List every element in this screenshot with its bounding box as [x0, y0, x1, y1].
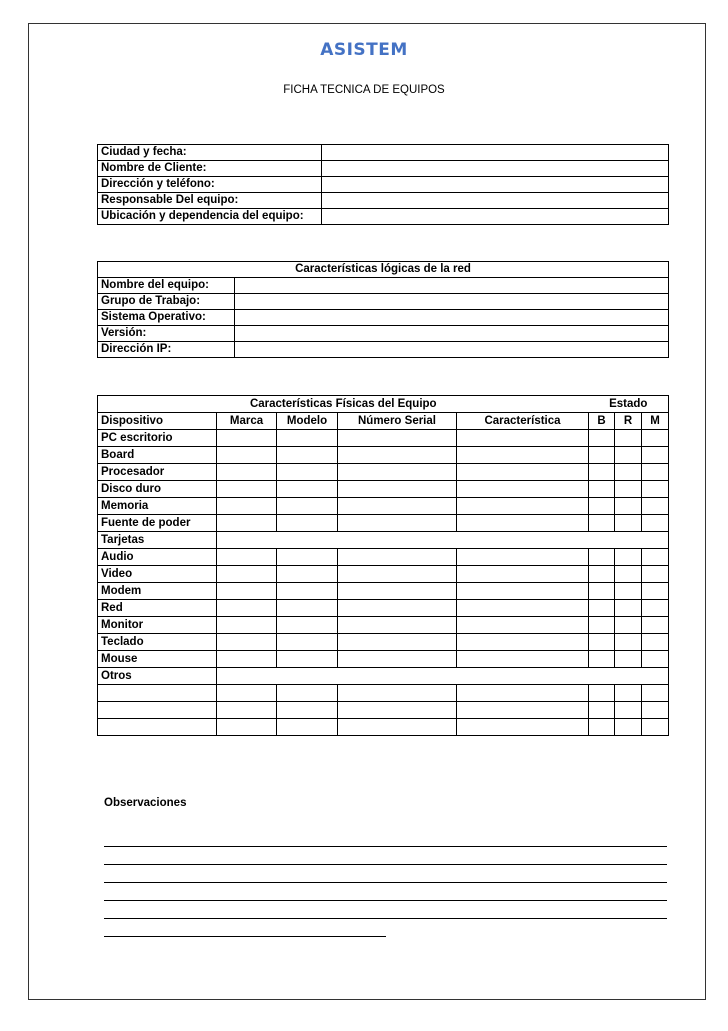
device-marca-cell[interactable] [217, 515, 277, 532]
device-marca-cell[interactable] [217, 464, 277, 481]
device-name: Red [98, 600, 217, 617]
device-estado-m-cell[interactable] [642, 515, 669, 532]
device-modelo-cell[interactable] [277, 447, 338, 464]
device-caracteristica-cell[interactable] [457, 498, 589, 515]
device-row [98, 549, 669, 566]
device-marca-cell[interactable] [217, 447, 277, 464]
device-estado-r-cell[interactable] [615, 719, 642, 736]
device-modelo-cell[interactable] [277, 464, 338, 481]
device-estado-m-cell[interactable] [642, 481, 669, 498]
device-estado-b-cell[interactable] [589, 481, 615, 498]
estado-heading: Estado [589, 396, 669, 413]
device-estado-r-cell[interactable] [615, 685, 642, 702]
observation-line[interactable] [104, 918, 667, 919]
client-field-label: Responsable Del equipo: [98, 193, 322, 209]
device-caracteristica-cell[interactable] [457, 481, 589, 498]
client-info-row [98, 177, 669, 193]
observation-line[interactable] [104, 900, 667, 901]
device-numero-serial-cell[interactable] [338, 515, 457, 532]
logical-row [98, 326, 669, 342]
observation-line[interactable] [104, 864, 667, 865]
logical-field-label: Dirección IP: [98, 342, 235, 358]
logical-row [98, 342, 669, 358]
device-estado-m-cell[interactable] [642, 617, 669, 634]
device-name [98, 685, 217, 702]
device-numero-serial-cell[interactable] [338, 634, 457, 651]
device-marca-cell[interactable] [217, 430, 277, 447]
device-name: Mouse [98, 651, 217, 668]
device-numero-serial-cell[interactable] [338, 719, 457, 736]
device-numero-serial-cell[interactable] [338, 447, 457, 464]
device-caracteristica-cell[interactable] [457, 583, 589, 600]
device-modelo-cell[interactable] [277, 651, 338, 668]
device-name: Memoria [98, 498, 217, 515]
device-name: Monitor [98, 617, 217, 634]
device-numero-serial-cell[interactable] [338, 600, 457, 617]
device-row [98, 634, 669, 651]
device-estado-r-cell[interactable] [615, 634, 642, 651]
client-info-row [98, 209, 669, 225]
device-numero-serial-cell[interactable] [338, 549, 457, 566]
device-numero-serial-cell[interactable] [338, 617, 457, 634]
device-modelo-cell[interactable] [277, 719, 338, 736]
device-estado-m-cell[interactable] [642, 566, 669, 583]
logical-row [98, 310, 669, 326]
device-modelo-cell[interactable] [277, 702, 338, 719]
device-caracteristica-cell[interactable] [457, 430, 589, 447]
client-field-value[interactable] [322, 209, 669, 225]
col-numero-serial: Número Serial [338, 413, 457, 430]
logical-heading: Características lógicas de la red [98, 262, 669, 278]
device-estado-b-cell[interactable] [589, 617, 615, 634]
device-modelo-cell[interactable] [277, 566, 338, 583]
device-estado-m-cell[interactable] [642, 702, 669, 719]
device-row [98, 532, 669, 549]
device-modelo-cell[interactable] [277, 583, 338, 600]
observation-line[interactable] [104, 936, 386, 937]
device-estado-b-cell[interactable] [589, 515, 615, 532]
device-numero-serial-cell[interactable] [338, 702, 457, 719]
client-field-label: Ciudad y fecha: [98, 145, 322, 161]
device-row [98, 430, 669, 447]
device-modelo-cell[interactable] [277, 498, 338, 515]
device-estado-r-cell[interactable] [615, 600, 642, 617]
device-numero-serial-cell[interactable] [338, 481, 457, 498]
device-estado-b-cell[interactable] [589, 685, 615, 702]
device-name: PC escritorio [98, 430, 217, 447]
device-estado-m-cell[interactable] [642, 447, 669, 464]
logical-field-label: Nombre del equipo: [98, 278, 235, 294]
device-estado-r-cell[interactable] [615, 583, 642, 600]
logical-field-value[interactable] [235, 342, 669, 358]
client-field-label: Dirección y teléfono: [98, 177, 322, 193]
client-field-label: Nombre de Cliente: [98, 161, 322, 177]
device-marca-cell[interactable] [217, 651, 277, 668]
device-estado-r-cell[interactable] [615, 481, 642, 498]
device-numero-serial-cell[interactable] [338, 583, 457, 600]
device-numero-serial-cell[interactable] [338, 430, 457, 447]
device-estado-m-cell[interactable] [642, 634, 669, 651]
device-name: Tarjetas [98, 532, 217, 549]
device-modelo-cell[interactable] [277, 634, 338, 651]
device-estado-b-cell[interactable] [589, 549, 615, 566]
device-estado-r-cell[interactable] [615, 515, 642, 532]
physical-heading-row [98, 396, 669, 413]
client-info-row [98, 161, 669, 177]
device-modelo-cell[interactable] [277, 430, 338, 447]
device-marca-cell[interactable] [217, 634, 277, 651]
logical-field-value[interactable] [235, 326, 669, 342]
device-modelo-cell[interactable] [277, 685, 338, 702]
device-row [98, 515, 669, 532]
device-caracteristica-cell[interactable] [457, 464, 589, 481]
col-estado-r: R [615, 413, 642, 430]
observation-line[interactable] [104, 882, 667, 883]
device-caracteristica-cell[interactable] [457, 566, 589, 583]
device-name: Fuente de poder [98, 515, 217, 532]
col-estado-b: B [589, 413, 615, 430]
device-row [98, 447, 669, 464]
client-field-value[interactable] [322, 161, 669, 177]
device-estado-b-cell[interactable] [589, 702, 615, 719]
device-row [98, 668, 669, 685]
device-caracteristica-cell[interactable] [457, 651, 589, 668]
device-marca-cell[interactable] [217, 617, 277, 634]
logical-field-label: Sistema Operativo: [98, 310, 235, 326]
device-marca-cell[interactable] [217, 481, 277, 498]
device-estado-r-cell[interactable] [615, 464, 642, 481]
device-estado-b-cell[interactable] [589, 634, 615, 651]
device-marca-cell[interactable] [217, 566, 277, 583]
device-merged-cell[interactable] [217, 668, 669, 685]
device-estado-m-cell[interactable] [642, 498, 669, 515]
device-estado-b-cell[interactable] [589, 498, 615, 515]
device-estado-r-cell[interactable] [615, 702, 642, 719]
device-name: Teclado [98, 634, 217, 651]
device-caracteristica-cell[interactable] [457, 719, 589, 736]
device-marca-cell[interactable] [217, 583, 277, 600]
col-dispositivo: Dispositivo [98, 413, 217, 430]
device-name: Procesador [98, 464, 217, 481]
logical-field-label: Grupo de Trabajo: [98, 294, 235, 310]
device-row [98, 702, 669, 719]
client-field-value[interactable] [322, 193, 669, 209]
device-numero-serial-cell[interactable] [338, 566, 457, 583]
col-estado-m: M [642, 413, 669, 430]
device-caracteristica-cell[interactable] [457, 549, 589, 566]
device-estado-m-cell[interactable] [642, 549, 669, 566]
device-numero-serial-cell[interactable] [338, 685, 457, 702]
device-caracteristica-cell[interactable] [457, 515, 589, 532]
device-caracteristica-cell[interactable] [457, 600, 589, 617]
device-modelo-cell[interactable] [277, 617, 338, 634]
device-row [98, 685, 669, 702]
device-row [98, 651, 669, 668]
brand-logo: ASISTEM [320, 40, 408, 60]
device-row [98, 617, 669, 634]
device-estado-b-cell[interactable] [589, 464, 615, 481]
device-estado-b-cell[interactable] [589, 583, 615, 600]
device-row [98, 464, 669, 481]
client-field-label: Ubicación y dependencia del equipo: [98, 209, 322, 225]
device-name: Video [98, 566, 217, 583]
device-marca-cell[interactable] [217, 719, 277, 736]
logical-field-value[interactable] [235, 310, 669, 326]
device-estado-r-cell[interactable] [615, 651, 642, 668]
observation-line[interactable] [104, 846, 667, 847]
device-modelo-cell[interactable] [277, 549, 338, 566]
device-marca-cell[interactable] [217, 702, 277, 719]
device-estado-b-cell[interactable] [589, 447, 615, 464]
physical-column-headers [98, 413, 669, 430]
device-estado-m-cell[interactable] [642, 464, 669, 481]
device-row [98, 719, 669, 736]
logical-row [98, 294, 669, 310]
device-estado-b-cell[interactable] [589, 719, 615, 736]
col-caracteristica: Característica [457, 413, 589, 430]
device-marca-cell[interactable] [217, 498, 277, 515]
device-estado-m-cell[interactable] [642, 651, 669, 668]
device-estado-b-cell[interactable] [589, 651, 615, 668]
logical-row [98, 278, 669, 294]
device-caracteristica-cell[interactable] [457, 685, 589, 702]
device-estado-m-cell[interactable] [642, 685, 669, 702]
client-field-value[interactable] [322, 145, 669, 161]
device-name: Audio [98, 549, 217, 566]
device-numero-serial-cell[interactable] [338, 498, 457, 515]
col-modelo: Modelo [277, 413, 338, 430]
device-caracteristica-cell[interactable] [457, 634, 589, 651]
device-estado-m-cell[interactable] [642, 583, 669, 600]
device-marca-cell[interactable] [217, 549, 277, 566]
device-row [98, 481, 669, 498]
device-name: Otros [98, 668, 217, 685]
device-numero-serial-cell[interactable] [338, 651, 457, 668]
device-row [98, 498, 669, 515]
device-caracteristica-cell[interactable] [457, 447, 589, 464]
device-estado-m-cell[interactable] [642, 430, 669, 447]
device-numero-serial-cell[interactable] [338, 464, 457, 481]
logical-characteristics-table [97, 261, 669, 358]
device-estado-m-cell[interactable] [642, 719, 669, 736]
device-estado-m-cell[interactable] [642, 600, 669, 617]
device-name [98, 702, 217, 719]
device-caracteristica-cell[interactable] [457, 702, 589, 719]
device-estado-r-cell[interactable] [615, 549, 642, 566]
client-info-row [98, 145, 669, 161]
observations-label: Observaciones [104, 797, 187, 809]
device-marca-cell[interactable] [217, 600, 277, 617]
device-merged-cell[interactable] [217, 532, 669, 549]
device-name: Disco duro [98, 481, 217, 498]
device-estado-r-cell[interactable] [615, 498, 642, 515]
device-modelo-cell[interactable] [277, 600, 338, 617]
device-modelo-cell[interactable] [277, 515, 338, 532]
device-name: Modem [98, 583, 217, 600]
device-estado-b-cell[interactable] [589, 566, 615, 583]
logical-field-value[interactable] [235, 294, 669, 310]
device-name [98, 719, 217, 736]
device-modelo-cell[interactable] [277, 481, 338, 498]
logical-field-label: Versión: [98, 326, 235, 342]
device-estado-r-cell[interactable] [615, 566, 642, 583]
client-info-table [97, 144, 669, 225]
device-name: Board [98, 447, 217, 464]
device-estado-r-cell[interactable] [615, 617, 642, 634]
logical-heading-row [98, 262, 669, 278]
device-caracteristica-cell[interactable] [457, 617, 589, 634]
physical-characteristics-table [97, 395, 669, 736]
device-marca-cell[interactable] [217, 685, 277, 702]
device-row [98, 600, 669, 617]
form-title: FICHA TECNICA DE EQUIPOS [283, 84, 445, 96]
logical-field-value[interactable] [235, 278, 669, 294]
device-row [98, 566, 669, 583]
col-marca: Marca [217, 413, 277, 430]
device-estado-b-cell[interactable] [589, 600, 615, 617]
device-row [98, 583, 669, 600]
client-info-row [98, 193, 669, 209]
physical-heading: Características Físicas del Equipo [98, 396, 589, 413]
client-field-value[interactable] [322, 177, 669, 193]
device-estado-r-cell[interactable] [615, 447, 642, 464]
device-estado-r-cell[interactable] [615, 430, 642, 447]
device-estado-b-cell[interactable] [589, 430, 615, 447]
